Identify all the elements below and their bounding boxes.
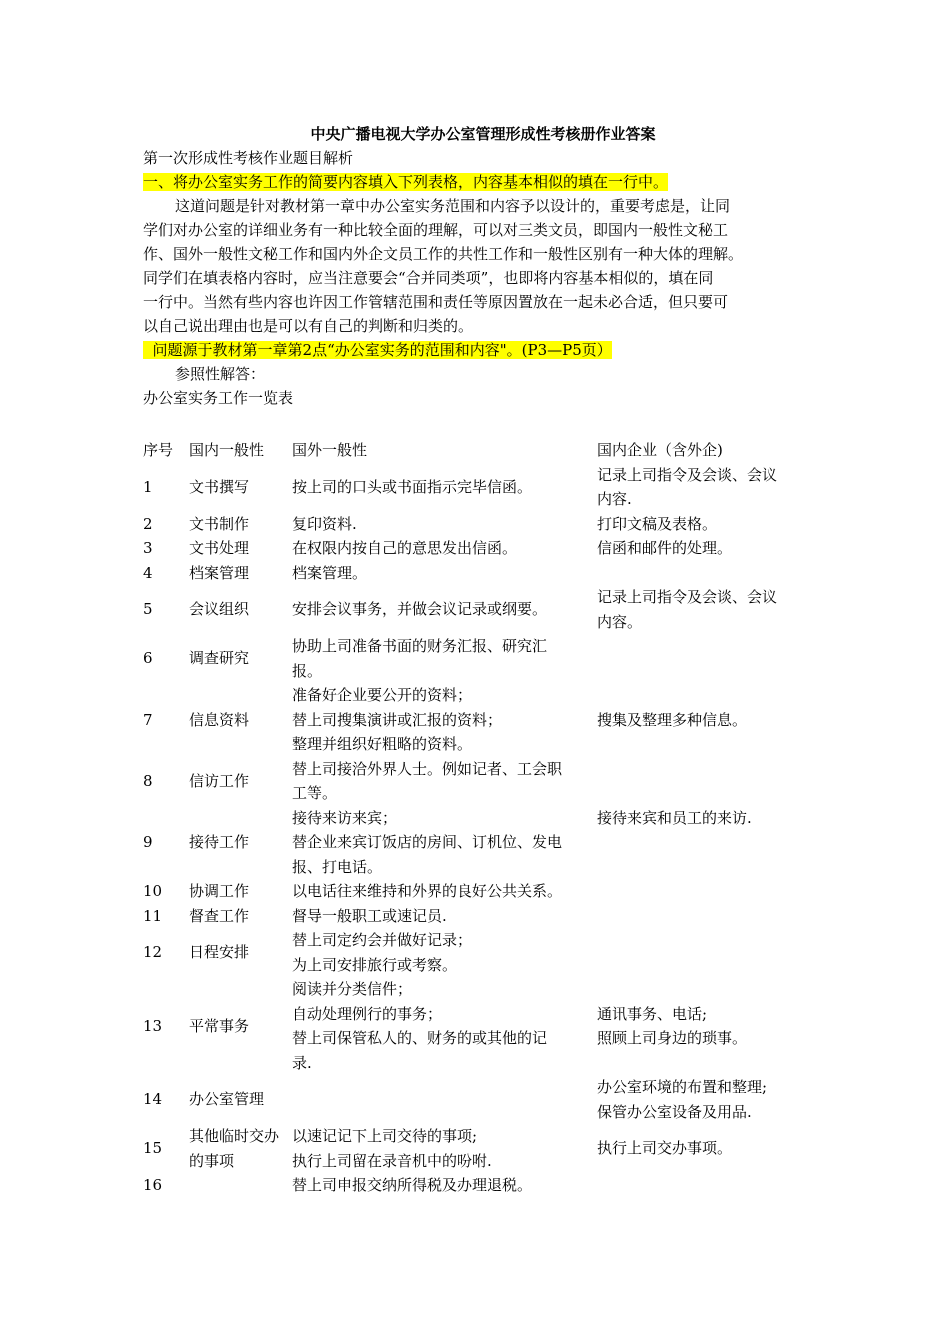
table-row bbox=[143, 1075, 823, 1124]
cell-c2 bbox=[292, 463, 597, 512]
cell-line: 记录上司指令及会谈、会议 bbox=[597, 465, 778, 484]
row-number: 9 bbox=[143, 833, 153, 851]
row-number: 14 bbox=[143, 1090, 163, 1109]
cell-line: 安排会议事务，并做会议记录或纲要。 bbox=[292, 600, 548, 619]
cell-line bbox=[597, 855, 823, 880]
cell-c3 bbox=[597, 904, 823, 929]
cell-c2 bbox=[292, 536, 597, 561]
cell-line: 以电话往来维持和外界的良好公共关系。 bbox=[292, 882, 563, 900]
row-number: 8 bbox=[143, 771, 153, 790]
cell-line: 平常事务 bbox=[189, 1016, 250, 1035]
cell-c1 bbox=[189, 904, 292, 929]
cell-line: 按上司的口头或书面指示完毕信函。 bbox=[292, 477, 533, 496]
cell-line: 自动处理例行的事务； bbox=[292, 1004, 443, 1023]
cell-c2 bbox=[292, 1124, 597, 1173]
cell-line: 文书制作 bbox=[189, 514, 250, 533]
row-number: 15 bbox=[143, 1139, 163, 1158]
table-row bbox=[143, 1173, 823, 1198]
cell-c3 bbox=[597, 1124, 823, 1173]
document-title: 中央广播电视大学办公室管理形成性考核册作业答案 bbox=[310, 125, 656, 143]
cell-c2 bbox=[292, 977, 597, 1075]
cell-line bbox=[597, 1051, 823, 1076]
cell-line: 替上司定约会并做好记录； bbox=[292, 931, 473, 949]
table-title: 办公室实务工作一览表 bbox=[143, 389, 294, 407]
cell-c2 bbox=[292, 1173, 597, 1198]
cell-c2 bbox=[292, 585, 597, 634]
row-number: 5 bbox=[143, 600, 153, 619]
cell-line: 搜集及整理多种信息。 bbox=[597, 710, 748, 729]
cell-c3 bbox=[597, 463, 823, 512]
cell-line: 接待来宾和员工的来访. bbox=[597, 808, 752, 827]
cell-c2 bbox=[292, 561, 597, 586]
cell-c2 bbox=[292, 806, 597, 880]
paragraph-line: 一行中。当然有些内容也许因工作管辖范围和责任等原因置放在一起未必合适，但只要可 bbox=[143, 293, 729, 311]
paragraph-line: 学们对办公室的详细业务有一种比较全面的理解，可以对三类文员，即国内一般性文秘工 bbox=[143, 221, 729, 239]
cell-line: 调查研究 bbox=[189, 649, 250, 668]
row-number: 2 bbox=[143, 514, 153, 533]
cell-c2 bbox=[292, 634, 597, 683]
cell-line: 替上司保管私人的、财务的或其他的记 bbox=[292, 1029, 548, 1047]
cell-line: 复印资料. bbox=[292, 514, 357, 533]
cell-line: 替企业来宾订饭店的房间、订机位、发电 bbox=[292, 833, 563, 851]
cell-c1 bbox=[189, 1124, 292, 1173]
header-enterprise: 国内企业（含外企) bbox=[597, 441, 723, 459]
table-row bbox=[143, 1124, 823, 1173]
cell-c2 bbox=[292, 1075, 597, 1124]
cell-c3 bbox=[597, 634, 823, 683]
source-highlight: 问题源于教材第一章第2点“办公室实务的范围和内容"。(P3—P5页） bbox=[143, 341, 612, 359]
table-row bbox=[143, 512, 823, 537]
table-row bbox=[143, 757, 823, 806]
cell-c3 bbox=[597, 928, 823, 977]
cell-c2 bbox=[292, 904, 597, 929]
header-no: 序号 bbox=[143, 441, 174, 459]
cell-line: 接待来访来宾； bbox=[292, 808, 398, 827]
cell-line: 替上司搜集演讲或汇报的资料； bbox=[292, 710, 503, 729]
cell-line: 内容。 bbox=[597, 612, 643, 631]
cell-line: 报。 bbox=[292, 661, 323, 680]
cell-line: 以速记记下上司交待的事项; bbox=[292, 1127, 478, 1145]
cell-line: 档案管理。 bbox=[292, 563, 368, 582]
table-row bbox=[143, 634, 823, 683]
cell-c3 bbox=[597, 977, 823, 1075]
table-row bbox=[143, 879, 823, 904]
document-page bbox=[143, 122, 823, 1198]
cell-line: 文书撰写 bbox=[189, 477, 250, 496]
answer-label: 参照性解答： bbox=[175, 365, 266, 383]
subtitle: 第一次形成性考核作业题目解析 bbox=[143, 149, 354, 167]
cell-line bbox=[597, 977, 823, 1002]
cell-c1 bbox=[189, 634, 292, 683]
cell-c1 bbox=[189, 536, 292, 561]
cell-line: 督导一般职工或速记员. bbox=[292, 906, 447, 925]
cell-line: 记录上司指令及会谈、会议 bbox=[597, 588, 778, 606]
row-number: 3 bbox=[143, 539, 153, 557]
cell-line: 档案管理 bbox=[189, 563, 250, 582]
cell-line: 阅读并分类信件； bbox=[292, 980, 413, 998]
cell-c2 bbox=[292, 683, 597, 757]
cell-line: 信息资料 bbox=[189, 710, 250, 729]
table-row bbox=[143, 463, 823, 512]
cell-c1 bbox=[189, 1173, 292, 1198]
cell-line: 办公室管理 bbox=[189, 1090, 265, 1109]
table-row bbox=[143, 536, 823, 561]
paragraph-line: 同学们在填表格内容时，应当注意要会“合并同类项”，也即将内容基本相似的，填在同 bbox=[143, 269, 714, 287]
cell-line: 为上司安排旅行或考察。 bbox=[292, 955, 458, 974]
question-highlight: 一、将办公室实务工作的简要内容填入下列表格，内容基本相似的填在一行中。 bbox=[143, 173, 669, 191]
cell-c1 bbox=[189, 879, 292, 904]
row-number: 13 bbox=[143, 1016, 163, 1035]
cell-c1 bbox=[189, 512, 292, 537]
cell-c1 bbox=[189, 683, 292, 757]
cell-c1 bbox=[189, 806, 292, 880]
table-row bbox=[143, 806, 823, 880]
cell-c3 bbox=[597, 879, 823, 904]
cell-line: 录. bbox=[292, 1053, 312, 1072]
cell-line: 其他临时交办 bbox=[189, 1127, 280, 1145]
table-row bbox=[143, 977, 823, 1075]
cell-line: 信函和邮件的处理。 bbox=[597, 539, 733, 557]
cell-c3 bbox=[597, 806, 823, 880]
cell-c3 bbox=[597, 512, 823, 537]
cell-c3 bbox=[597, 561, 823, 586]
cell-line: 督查工作 bbox=[189, 906, 250, 925]
cell-c1 bbox=[189, 757, 292, 806]
cell-line: 接待工作 bbox=[189, 833, 250, 851]
explanation-paragraph bbox=[143, 194, 823, 338]
paragraph-line: 作、国外一般性文秘工作和国内外企文员工作的共性工作和一般性区别有一种大体的理解。 bbox=[143, 245, 744, 263]
cell-line: 保管办公室设备及用品. bbox=[597, 1102, 752, 1121]
row-number: 7 bbox=[143, 710, 153, 729]
cell-line bbox=[292, 1087, 597, 1112]
paragraph-line: 以自己说出理由也是可以有自己的判断和归类的。 bbox=[143, 317, 474, 335]
cell-c2 bbox=[292, 879, 597, 904]
cell-c3 bbox=[597, 585, 823, 634]
row-number: 1 bbox=[143, 477, 153, 496]
cell-line: 办公室环境的布置和整理; bbox=[597, 1078, 768, 1096]
paragraph-line: 这道问题是针对教材第一章中办公室实务范围和内容予以设计的，重要考虑是，让同 bbox=[175, 197, 731, 215]
cell-line: 替上司申报交纳所得税及办理退税。 bbox=[292, 1176, 533, 1194]
cell-c3 bbox=[597, 757, 823, 806]
cell-line: 执行上司交办事项。 bbox=[597, 1139, 733, 1158]
cell-line: 会议组织 bbox=[189, 600, 250, 619]
table-header-row bbox=[143, 438, 823, 463]
row-number: 10 bbox=[143, 882, 163, 900]
cell-line: 通讯事务、电话; bbox=[597, 1004, 708, 1023]
cell-line: 内容. bbox=[597, 490, 632, 508]
cell-c1 bbox=[189, 463, 292, 512]
cell-line bbox=[189, 1173, 292, 1198]
cell-c3 bbox=[597, 683, 823, 757]
cell-line: 替上司接洽外界人士。例如记者、工会职 bbox=[292, 759, 563, 778]
cell-c2 bbox=[292, 512, 597, 537]
cell-line: 信访工作 bbox=[189, 771, 250, 790]
cell-c3 bbox=[597, 536, 823, 561]
cell-c3 bbox=[597, 1173, 823, 1198]
cell-c1 bbox=[189, 977, 292, 1075]
cell-line: 协助上司准备书面的财务汇报、研究汇 bbox=[292, 637, 548, 655]
table-row bbox=[143, 683, 823, 757]
cell-line: 在权限内按自己的意思发出信函。 bbox=[292, 539, 518, 557]
cell-c2 bbox=[292, 757, 597, 806]
table-row bbox=[143, 904, 823, 929]
cell-c1 bbox=[189, 928, 292, 977]
header-domestic: 国内一般性 bbox=[189, 441, 265, 459]
table-row bbox=[143, 561, 823, 586]
table-row bbox=[143, 585, 823, 634]
cell-line: 日程安排 bbox=[189, 943, 250, 962]
cell-c1 bbox=[189, 585, 292, 634]
cell-line: 报、打电话。 bbox=[292, 857, 383, 876]
cell-line: 整理并组织好粗略的资料。 bbox=[292, 735, 473, 753]
header-foreign: 国外一般性 bbox=[292, 441, 368, 459]
row-number: 6 bbox=[143, 649, 153, 668]
cell-c1 bbox=[189, 1075, 292, 1124]
cell-line: 打印文稿及表格。 bbox=[597, 514, 718, 533]
cell-c2 bbox=[292, 928, 597, 977]
cell-line: 协调工作 bbox=[189, 882, 250, 900]
cell-line: 工等。 bbox=[292, 784, 338, 802]
cell-line: 执行上司留在录音机中的吩咐. bbox=[292, 1151, 492, 1170]
cell-line: 文书处理 bbox=[189, 539, 250, 557]
table-row bbox=[143, 928, 823, 977]
row-number: 4 bbox=[143, 563, 153, 582]
row-number: 12 bbox=[143, 943, 163, 962]
row-number: 16 bbox=[143, 1176, 163, 1194]
cell-line bbox=[597, 830, 823, 855]
cell-line: 的事项 bbox=[189, 1151, 235, 1170]
cell-c3 bbox=[597, 1075, 823, 1124]
row-number: 11 bbox=[143, 906, 163, 925]
cell-c1 bbox=[189, 561, 292, 586]
cell-line: 照顾上司身边的琐事。 bbox=[597, 1029, 748, 1047]
office-work-table bbox=[143, 438, 823, 1198]
cell-line: 准备好企业要公开的资料； bbox=[292, 686, 473, 704]
